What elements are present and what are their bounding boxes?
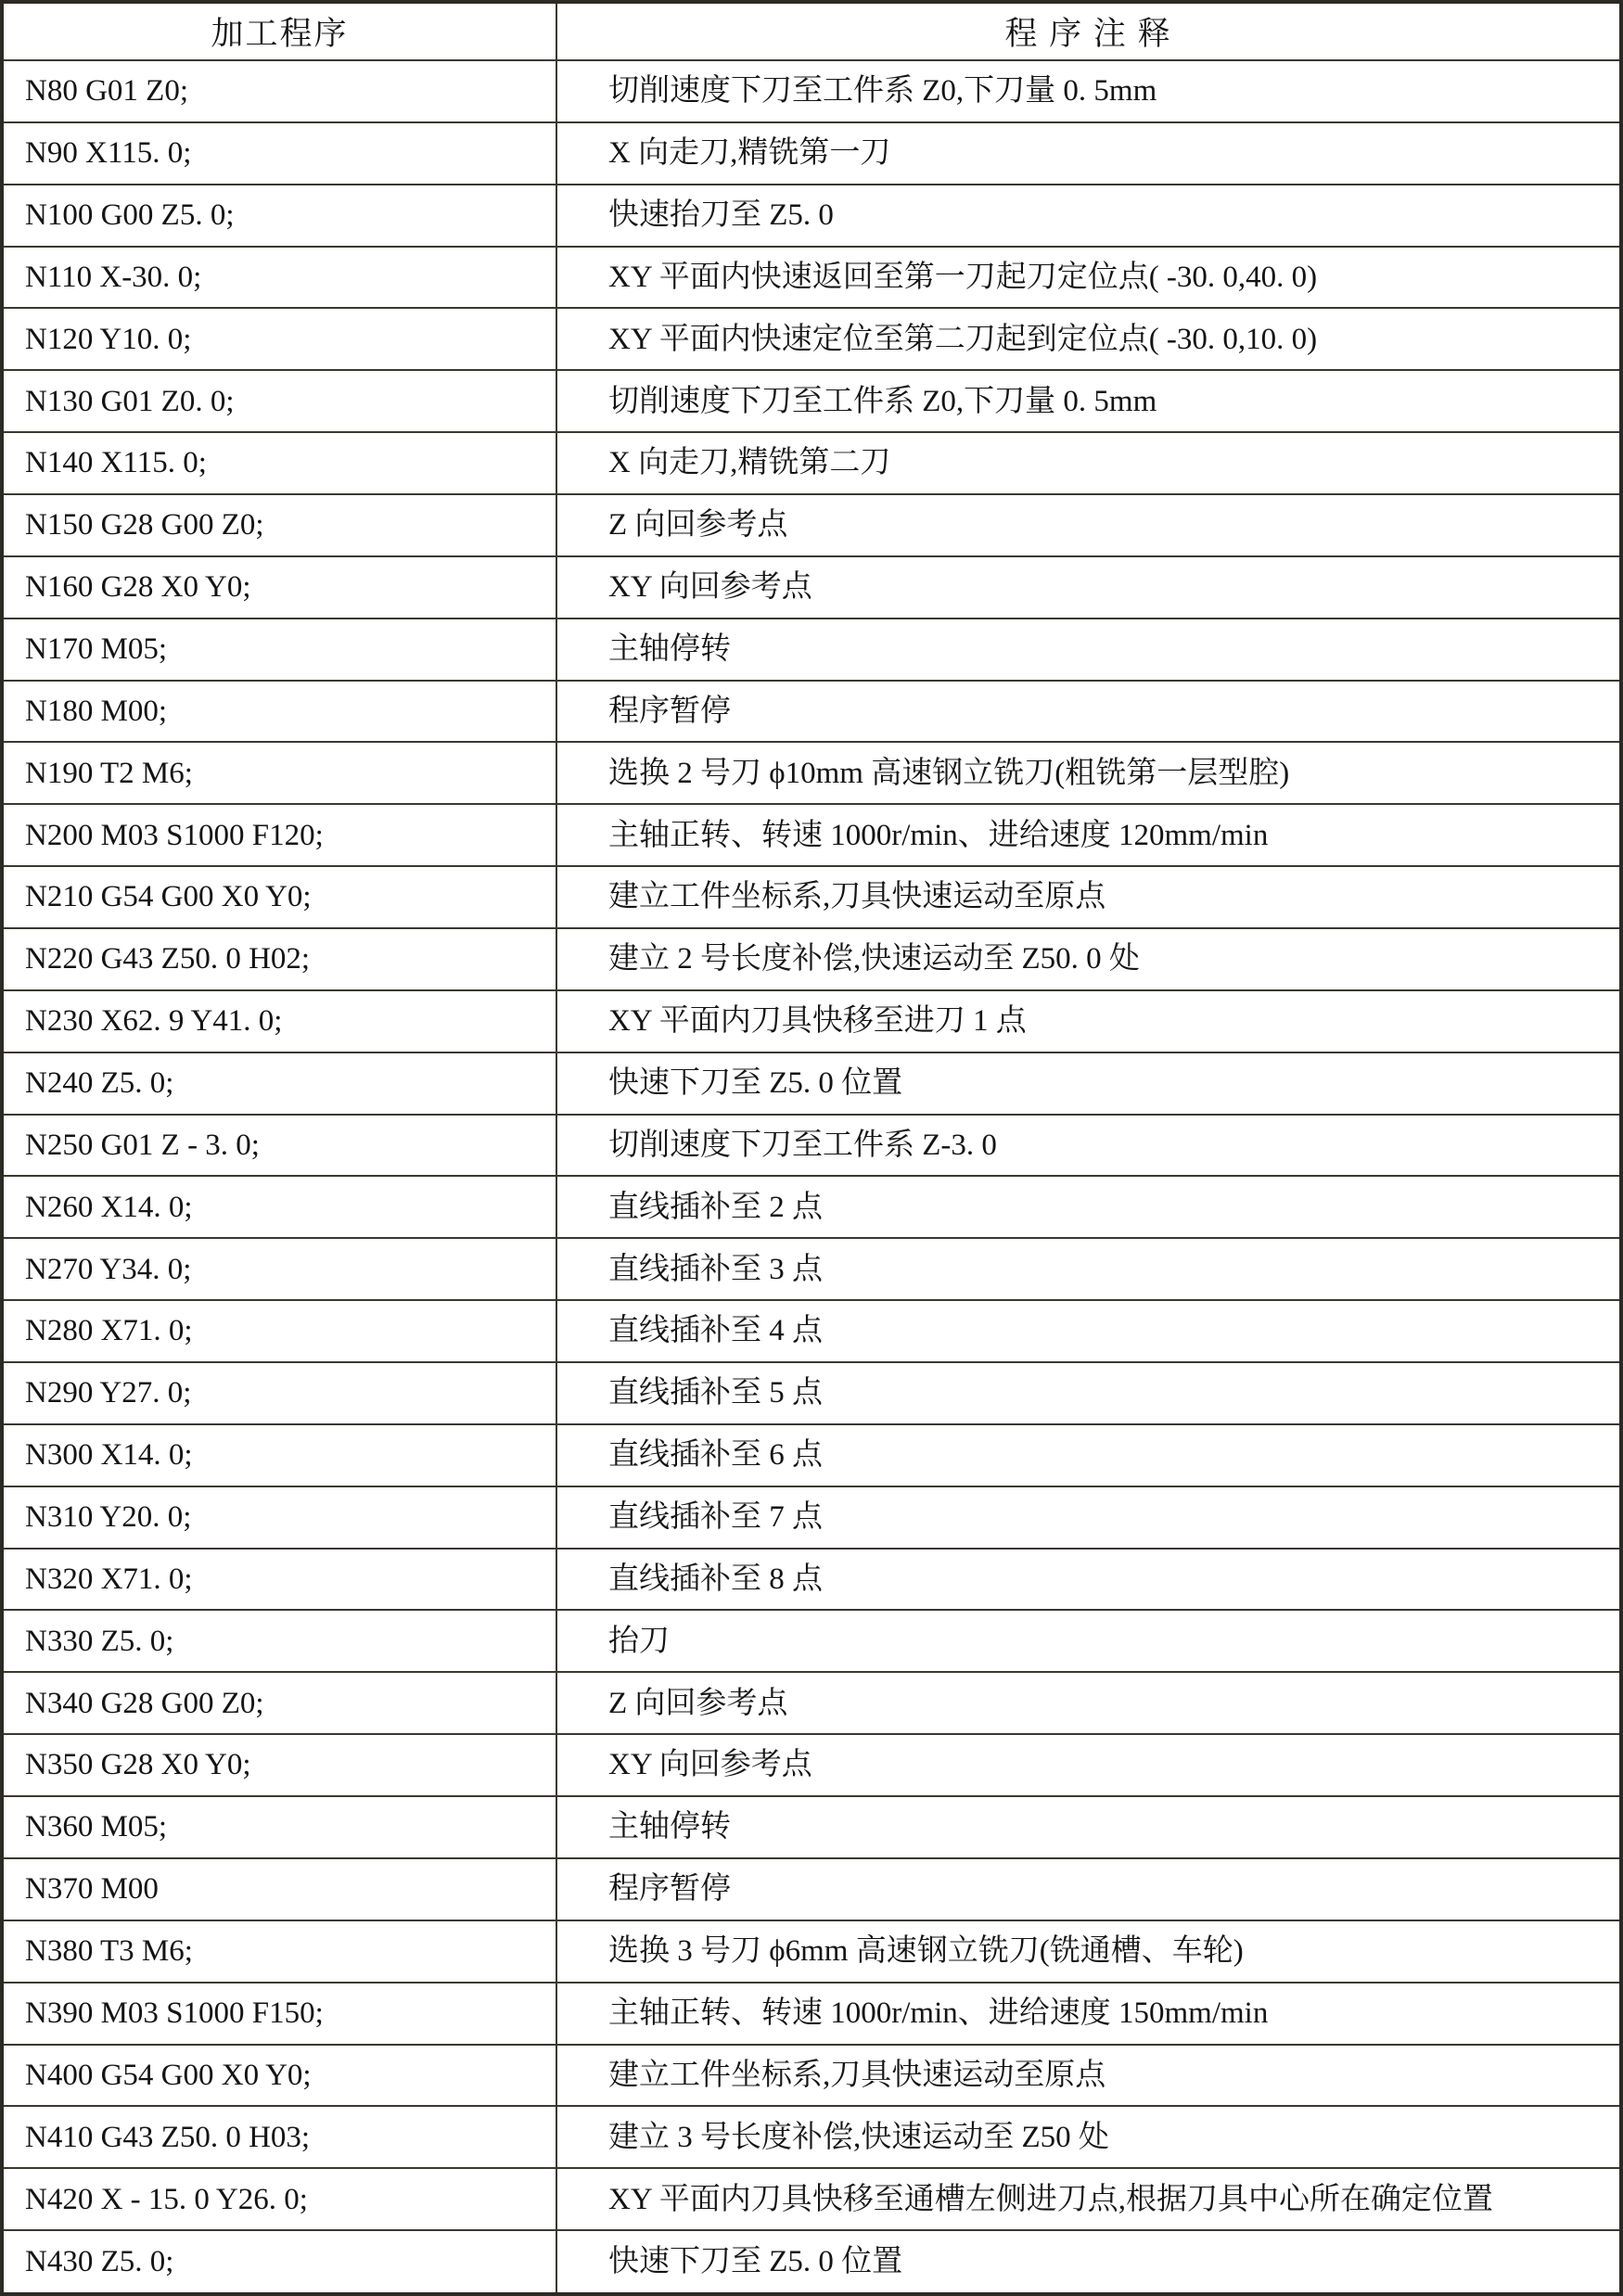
- program-cell: N80 G01 Z0;: [2, 60, 556, 122]
- program-cell: N220 G43 Z50. 0 H02;: [2, 928, 556, 990]
- program-cell: N120 Y10. 0;: [2, 308, 556, 370]
- table-row: [2, 2045, 1621, 2107]
- comment-cell: XY 向回参考点: [556, 556, 1621, 619]
- comment-cell: 建立 2 号长度补偿,快速运动至 Z50. 0 处: [556, 928, 1621, 990]
- table-row: [2, 1610, 1621, 1672]
- table-row: [2, 1300, 1621, 1362]
- program-cell: N180 M00;: [2, 681, 556, 743]
- program-cell: N150 G28 G00 Z0;: [2, 494, 556, 556]
- program-cell: N110 X-30. 0;: [2, 247, 556, 309]
- table-row: [2, 2106, 1621, 2168]
- comment-cell: 切削速度下刀至工件系 Z0,下刀量 0. 5mm: [556, 60, 1621, 122]
- program-cell: N170 M05;: [2, 619, 556, 681]
- comment-cell: XY 平面内快速返回至第一刀起刀定位点( -30. 0,40. 0): [556, 247, 1621, 309]
- column-header-comment: 程 序 注 释: [556, 2, 1621, 60]
- table-row: [2, 1238, 1621, 1300]
- table-row: [2, 432, 1621, 494]
- program-cell: N360 M05;: [2, 1796, 556, 1858]
- program-cell: N270 Y34. 0;: [2, 1238, 556, 1300]
- comment-cell: 直线插补至 3 点: [556, 1238, 1621, 1300]
- program-cell: N90 X115. 0;: [2, 122, 556, 185]
- table-row: [2, 122, 1621, 185]
- comment-cell: 快速下刀至 Z5. 0 位置: [556, 2230, 1621, 2294]
- comment-cell: X 向走刀,精铣第二刀: [556, 432, 1621, 494]
- program-cell: N130 G01 Z0. 0;: [2, 370, 556, 432]
- comment-cell: 主轴停转: [556, 1796, 1621, 1858]
- comment-cell: 程序暂停: [556, 681, 1621, 743]
- table-row: [2, 60, 1621, 122]
- table-row: [2, 1920, 1621, 1983]
- program-cell: N430 Z5. 0;: [2, 2230, 556, 2294]
- program-cell: N370 M00: [2, 1858, 556, 1920]
- program-cell: N230 X62. 9 Y41. 0;: [2, 990, 556, 1052]
- comment-cell: XY 向回参考点: [556, 1734, 1621, 1796]
- program-cell: N310 Y20. 0;: [2, 1486, 556, 1549]
- table-row: [2, 308, 1621, 370]
- comment-cell: XY 平面内快速定位至第二刀起到定位点( -30. 0,10. 0): [556, 308, 1621, 370]
- table-row: [2, 494, 1621, 556]
- comment-cell: 建立 3 号长度补偿,快速运动至 Z50 处: [556, 2106, 1621, 2168]
- table-row: [2, 1052, 1621, 1115]
- comment-cell: 抬刀: [556, 1610, 1621, 1672]
- program-cell: N240 Z5. 0;: [2, 1052, 556, 1115]
- program-cell: N300 X14. 0;: [2, 1424, 556, 1486]
- comment-cell: 直线插补至 4 点: [556, 1300, 1621, 1362]
- comment-cell: 切削速度下刀至工件系 Z-3. 0: [556, 1115, 1621, 1177]
- table-row: [2, 1486, 1621, 1549]
- program-cell: N330 Z5. 0;: [2, 1610, 556, 1672]
- comment-cell: 快速下刀至 Z5. 0 位置: [556, 1052, 1621, 1115]
- comment-cell: 选换 3 号刀 ϕ6mm 高速钢立铣刀(铣通槽、车轮): [556, 1920, 1621, 1983]
- table-row: [2, 556, 1621, 619]
- program-cell: N400 G54 G00 X0 Y0;: [2, 2045, 556, 2107]
- column-header-program: 加工程序: [2, 2, 556, 60]
- comment-cell: 直线插补至 6 点: [556, 1424, 1621, 1486]
- comment-cell: Z 向回参考点: [556, 1672, 1621, 1734]
- table-row: [2, 185, 1621, 247]
- table-row: [2, 928, 1621, 990]
- table-body: [2, 60, 1621, 2294]
- program-cell: N190 T2 M6;: [2, 742, 556, 804]
- program-cell: N350 G28 X0 Y0;: [2, 1734, 556, 1796]
- comment-cell: 直线插补至 2 点: [556, 1176, 1621, 1238]
- table-row: [2, 1362, 1621, 1424]
- program-cell: N420 X - 15. 0 Y26. 0;: [2, 2168, 556, 2230]
- table-row: [2, 866, 1621, 928]
- comment-cell: XY 平面内刀具快移至进刀 1 点: [556, 990, 1621, 1052]
- table-header-row: [2, 2, 1621, 60]
- comment-cell: 程序暂停: [556, 1858, 1621, 1920]
- table-row: [2, 742, 1621, 804]
- program-cell: N210 G54 G00 X0 Y0;: [2, 866, 556, 928]
- table-row: [2, 1796, 1621, 1858]
- program-cell: N280 X71. 0;: [2, 1300, 556, 1362]
- table-row: [2, 1983, 1621, 2045]
- program-cell: N290 Y27. 0;: [2, 1362, 556, 1424]
- program-cell: N340 G28 G00 Z0;: [2, 1672, 556, 1734]
- program-cell: N410 G43 Z50. 0 H03;: [2, 2106, 556, 2168]
- comment-cell: 直线插补至 7 点: [556, 1486, 1621, 1549]
- comment-cell: Z 向回参考点: [556, 494, 1621, 556]
- table-row: [2, 1115, 1621, 1177]
- table-row: [2, 2230, 1621, 2294]
- program-cell: N160 G28 X0 Y0;: [2, 556, 556, 619]
- program-cell: N320 X71. 0;: [2, 1549, 556, 1611]
- comment-cell: 选换 2 号刀 ϕ10mm 高速钢立铣刀(粗铣第一层型腔): [556, 742, 1621, 804]
- table-row: [2, 1734, 1621, 1796]
- table-row: [2, 247, 1621, 309]
- program-cell: N260 X14. 0;: [2, 1176, 556, 1238]
- table-row: [2, 1176, 1621, 1238]
- table-row: [2, 1549, 1621, 1611]
- comment-cell: 切削速度下刀至工件系 Z0,下刀量 0. 5mm: [556, 370, 1621, 432]
- table-row: [2, 370, 1621, 432]
- table-row: [2, 681, 1621, 743]
- table-row: [2, 1424, 1621, 1486]
- program-cell: N380 T3 M6;: [2, 1920, 556, 1983]
- comment-cell: 快速抬刀至 Z5. 0: [556, 185, 1621, 247]
- comment-cell: 主轴正转、转速 1000r/min、进给速度 150mm/min: [556, 1983, 1621, 2045]
- comment-cell: XY 平面内刀具快移至通槽左侧进刀点,根据刀具中心所在确定位置: [556, 2168, 1621, 2230]
- table-row: [2, 804, 1621, 866]
- comment-cell: 主轴停转: [556, 619, 1621, 681]
- table-row: [2, 619, 1621, 681]
- table-row: [2, 1672, 1621, 1734]
- comment-cell: 直线插补至 8 点: [556, 1549, 1621, 1611]
- table-row: [2, 2168, 1621, 2230]
- program-cell: N250 G01 Z - 3. 0;: [2, 1115, 556, 1177]
- program-cell: N140 X115. 0;: [2, 432, 556, 494]
- comment-cell: 建立工件坐标系,刀具快速运动至原点: [556, 2045, 1621, 2107]
- program-cell: N200 M03 S1000 F120;: [2, 804, 556, 866]
- comment-cell: X 向走刀,精铣第一刀: [556, 122, 1621, 185]
- program-cell: N100 G00 Z5. 0;: [2, 185, 556, 247]
- comment-cell: 直线插补至 5 点: [556, 1362, 1621, 1424]
- table-row: [2, 1858, 1621, 1920]
- table-row: [2, 990, 1621, 1052]
- program-cell: N390 M03 S1000 F150;: [2, 1983, 556, 2045]
- comment-cell: 建立工件坐标系,刀具快速运动至原点: [556, 866, 1621, 928]
- comment-cell: 主轴正转、转速 1000r/min、进给速度 120mm/min: [556, 804, 1621, 866]
